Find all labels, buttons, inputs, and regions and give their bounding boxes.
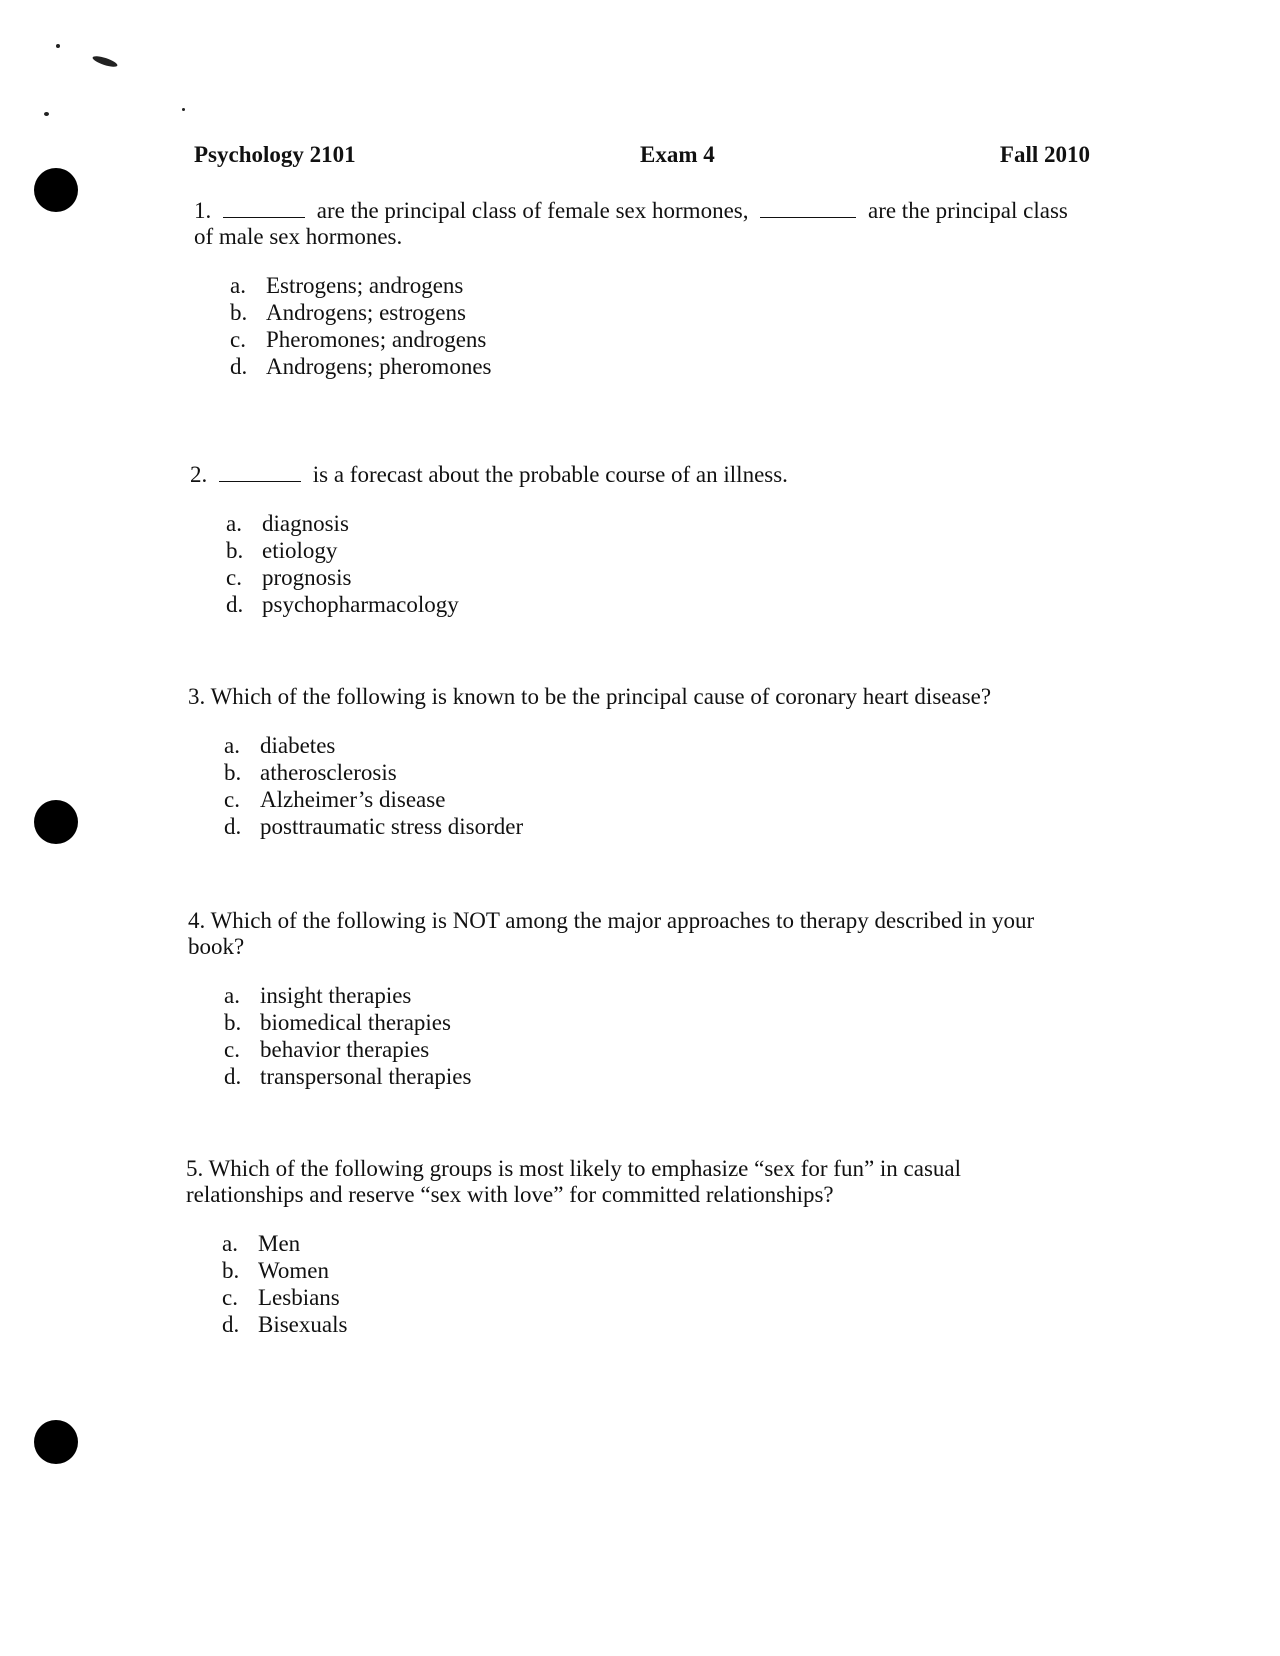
option-d[interactable]: d. Bisexuals — [222, 1312, 348, 1337]
option-b[interactable]: b. atherosclerosis — [224, 760, 397, 785]
option-a[interactable]: a. diagnosis — [226, 511, 349, 536]
question-2 — [190, 462, 1070, 618]
course-title: Psychology 2101 — [194, 142, 356, 167]
question-text: 4. Which of the following is NOT among the major approaches to therapy described in your book? — [188, 908, 1035, 959]
scan-speck — [56, 44, 60, 48]
question-1 — [194, 198, 1074, 380]
punch-hole-middle — [34, 800, 78, 844]
option-c[interactable]: c. behavior therapies — [224, 1037, 430, 1062]
exam-header — [194, 142, 1090, 174]
question-text: 3. Which of the following is known to be the principal cause of coronary heart disease? — [188, 684, 992, 709]
option-list — [222, 1230, 1046, 1338]
option-a[interactable]: a. Men — [222, 1231, 301, 1256]
option-list — [224, 982, 1068, 1090]
option-b[interactable]: b. biomedical therapies — [224, 1010, 451, 1035]
question-3 — [188, 684, 1088, 840]
option-c[interactable]: c. prognosis — [226, 565, 352, 590]
option-b[interactable]: b. Women — [222, 1258, 329, 1283]
option-d[interactable]: d. transpersonal therapies — [224, 1064, 472, 1089]
scan-speck — [44, 112, 49, 116]
exam-title: Exam 4 — [640, 142, 715, 167]
option-list — [230, 272, 1074, 380]
punch-hole-bottom — [34, 1420, 78, 1464]
answer-blank — [223, 199, 305, 218]
option-a[interactable]: a. Estrogens; androgens — [230, 273, 464, 298]
question-text: 2. is a forecast about the probable course of an illness. — [190, 462, 788, 487]
option-c[interactable]: c. Alzheimer’s disease — [224, 787, 446, 812]
scan-speck — [182, 108, 185, 111]
option-a[interactable]: a. insight therapies — [224, 983, 412, 1008]
option-list — [226, 510, 1070, 618]
answer-blank — [760, 199, 856, 218]
option-c[interactable]: c. Pheromones; androgens — [230, 327, 487, 352]
option-d[interactable]: d. posttraumatic stress disorder — [224, 814, 524, 839]
scan-speck — [92, 54, 119, 69]
punch-hole-top — [34, 168, 78, 212]
option-d[interactable]: d. Androgens; pheromones — [230, 354, 492, 379]
question-4 — [188, 908, 1068, 1090]
option-d[interactable]: d. psychopharmacology — [226, 592, 459, 617]
option-a[interactable]: a. diabetes — [224, 733, 336, 758]
option-b[interactable]: b. Androgens; estrogens — [230, 300, 466, 325]
question-text: 1. are the principal class of female sex hormones, are the principal class of male sex hormones. — [194, 198, 1068, 249]
option-list — [224, 732, 1088, 840]
question-5 — [186, 1156, 1046, 1338]
answer-blank — [219, 463, 301, 482]
option-b[interactable]: b. etiology — [226, 538, 338, 563]
option-c[interactable]: c. Lesbians — [222, 1285, 340, 1310]
term-label: Fall 2010 — [999, 142, 1090, 167]
question-text: 5. Which of the following groups is most likely to emphasize “sex for fun” in casual relationships and reserve “sex with love” for committed relationships? — [186, 1156, 962, 1207]
